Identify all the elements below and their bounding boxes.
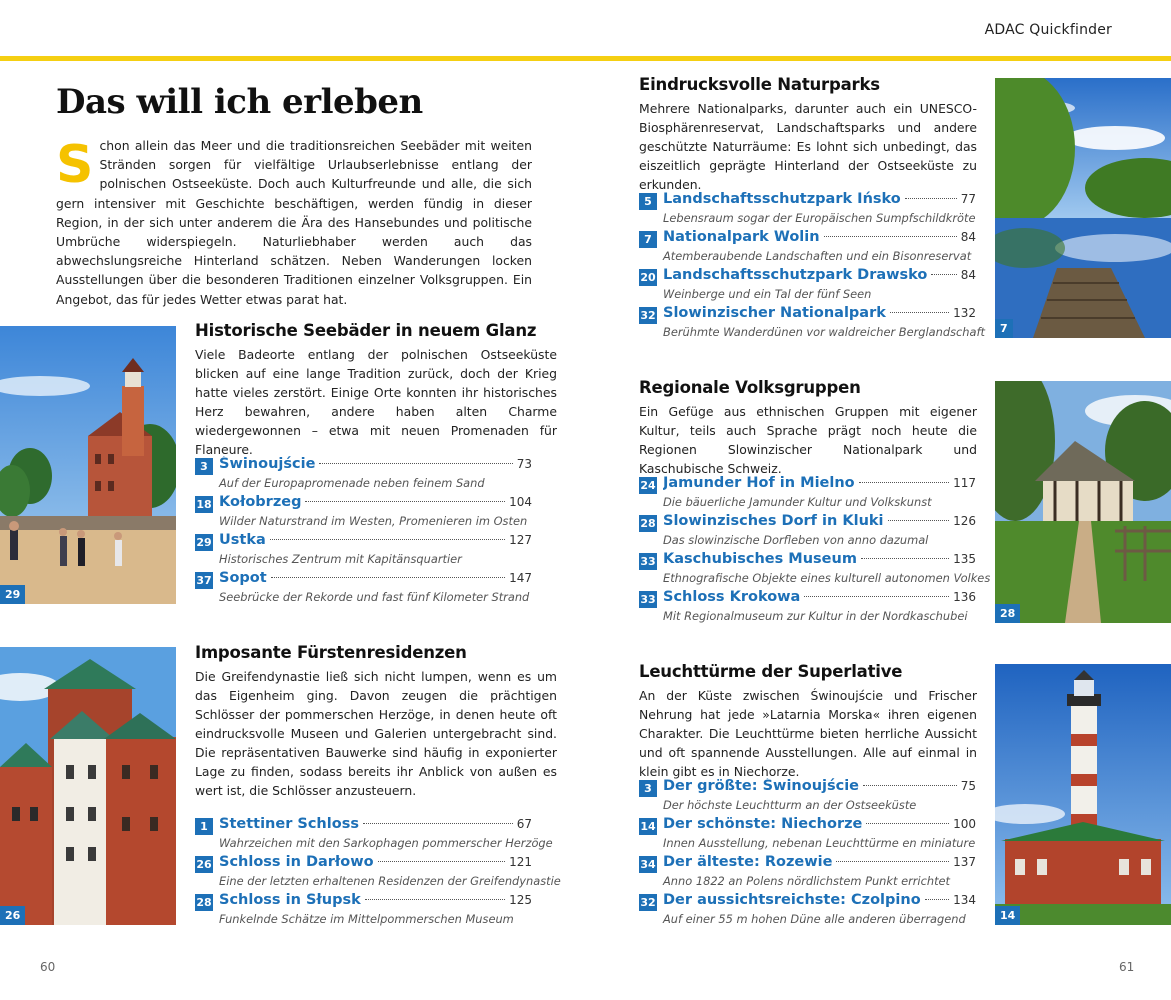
entry-page: 136 — [953, 590, 976, 604]
photo-number-badge: 14 — [995, 906, 1020, 925]
leader-dots — [890, 312, 949, 313]
photo-number-badge: 7 — [995, 319, 1013, 338]
entry-title[interactable]: Kaschubisches Museum — [663, 551, 857, 567]
section-heading: Historische Seebäder in neuem Glanz — [195, 321, 537, 340]
leader-dots — [888, 520, 950, 521]
entry-page: 132 — [953, 306, 976, 320]
intro-dropcap: S — [56, 135, 94, 195]
photo-leuchttuerme — [995, 664, 1171, 925]
entry-title[interactable]: Nationalpark Wolin — [663, 229, 820, 245]
entry-page: 117 — [953, 476, 976, 490]
photo-naturparks — [995, 78, 1171, 338]
entry-page: 84 — [960, 230, 976, 244]
entry-page: 134 — [953, 893, 976, 907]
leader-dots — [931, 274, 956, 275]
entry-number: 28 — [196, 896, 212, 909]
section-heading: Eindrucksvolle Naturparks — [639, 75, 880, 94]
entry-page: 100 — [953, 817, 976, 831]
section-body: Viele Badeorte entlang der polnischen Ostseeküste blicken auf eine lange Tradition zurück, doch der Krieg hatte vieles zerstört. Einige Orte konnten ihr historisches Herz bewahren, andere haben alten Charme wiedergewonnen – etwa mit neuen Promenaden für Flaneure. — [195, 347, 557, 457]
leader-dots — [905, 198, 957, 199]
entry-subtitle: Historisches Zentrum mit Kapitänsquartier — [219, 552, 462, 566]
entry-title[interactable]: Sopot — [219, 570, 267, 586]
section-heading: Regionale Volksgruppen — [639, 378, 861, 397]
entry-number: 5 — [639, 193, 657, 210]
entry-title[interactable]: Slowinzischer Nationalpark — [663, 305, 886, 321]
entry-page: 127 — [509, 533, 532, 547]
entries-seebaeder — [195, 458, 532, 610]
entry-title[interactable]: Schloss Krokowa — [663, 589, 801, 605]
entry-subtitle: Atemberaubende Landschaften und ein Bisonreservat — [663, 249, 972, 263]
entry[interactable] — [639, 515, 976, 553]
header-yellow-rule — [0, 56, 1171, 61]
photo-volksgruppen — [995, 381, 1171, 623]
entry-title[interactable]: Schloss in Słupsk — [219, 892, 361, 908]
entry-number: 32 — [640, 896, 656, 909]
entry-page: 77 — [960, 192, 976, 206]
leader-dots — [363, 823, 513, 824]
entry-title[interactable]: Der größte: Świnoujście — [663, 778, 860, 794]
page-number-left: 60 — [40, 960, 56, 974]
leader-dots — [863, 785, 957, 786]
entry[interactable] — [639, 305, 985, 345]
entry-page: 147 — [509, 571, 532, 585]
entry-page: 84 — [960, 268, 976, 282]
entry[interactable] — [639, 780, 976, 818]
leader-dots — [836, 861, 949, 862]
entry[interactable] — [639, 856, 976, 894]
entry[interactable] — [639, 551, 991, 591]
entry-title[interactable]: Jamunder Hof in Mielno — [663, 475, 855, 491]
entry-title[interactable]: Landschaftsschutzpark Ińsko — [663, 191, 901, 207]
entries-volksgruppen — [639, 475, 991, 629]
entry[interactable] — [639, 591, 976, 629]
lighthouse-photo — [995, 664, 1171, 925]
entries-residenzen — [195, 816, 561, 932]
section-leuchttuerme — [639, 662, 977, 781]
photo-residenzen — [0, 647, 176, 925]
entry[interactable] — [195, 854, 561, 894]
entry[interactable] — [639, 231, 976, 269]
entry-number: 1 — [195, 818, 213, 835]
intro-text: chon allein das Meer und die traditionsreichen Seebäder mit weiten Stränden sorgen für vielfältige Urlaubserlebnisse entlang der polnischen Ostseeküste. Doch auch Kulturfreunde und alle, die sich gern intensiver mit Geschichte beschäftigen, werden fündig in dieser Region, in der sich unter anderem die Ära des Hansebundes und politische Umbrüche widerspiegeln. Naturliebhaber werden auch das abwechslungsreiche Hinterland schätzen. Neben Wanderungen locken Ausstellungen über die besonderen Traditionen einzelner Volksgruppen. Ein Angebot, das für jedes Wetter etwas parat hat. — [56, 138, 532, 307]
leader-dots — [861, 558, 949, 559]
entry-page: 104 — [509, 495, 532, 509]
entry-subtitle: Lebensraum sogar der Europäischen Sumpfschildkröte — [663, 211, 976, 225]
section-heading: Leuchttürme der Superlative — [639, 662, 903, 681]
section-body: Mehrere Nationalparks, darunter auch ein UNESCO-Biosphärenreservat, Landschaftsparks und andere geschützte Naturräume: Es lohnt sich unbedingt, das eiszeitlich geprägte Hinterland der Ostseeküste zu erkunden. — [639, 101, 977, 192]
section-body: An der Küste zwischen Świnoujście und Frischer Nehrung hat jede »Latarnia Morska« ihren eigenen Charakter. Die Leuchttürme bieten herrliche Aussicht und oft spannende Ausstellungen. Alle auf einmal in klein gibt es in Niechorze. — [639, 688, 977, 779]
entry-page: 73 — [516, 457, 532, 471]
entry-title[interactable]: Świnoujście — [219, 456, 316, 472]
entry-subtitle: Auf einer 55 m hohen Düne alle anderen überragend — [663, 912, 966, 926]
leader-dots — [824, 236, 957, 237]
leader-dots — [319, 463, 512, 464]
entry-page: 126 — [953, 514, 976, 528]
page-title: Das will ich erleben — [56, 82, 423, 122]
entry-number: 28 — [640, 517, 656, 530]
entry-title[interactable]: Slowinzisches Dorf in Kluki — [663, 513, 884, 529]
entry-number: 26 — [196, 858, 212, 871]
leader-dots — [866, 823, 949, 824]
entry-number: 18 — [196, 498, 212, 511]
lighthouse-town-photo — [0, 326, 176, 604]
entry-number: 34 — [640, 858, 656, 871]
entry-subtitle: Der höchste Leuchtturm an der Ostseeküste — [663, 798, 917, 812]
entry-number: 24 — [640, 479, 656, 492]
entry-subtitle: Auf der Europapromenade neben feinem Sand — [219, 476, 485, 490]
photo-number-badge: 28 — [995, 604, 1020, 623]
entry[interactable] — [639, 818, 976, 856]
entry-subtitle: Berühmte Wanderdünen vor waldreicher Berglandschaft — [663, 325, 985, 339]
entry-subtitle: Innen Ausstellung, nebenan Leuchttürme en miniature — [663, 836, 976, 850]
section-body: Die Greifendynastie ließ sich nicht lumpen, wenn es um das Eigenheim ging. Davon zeugen die prächtigen Schlösser der pommerschen Herzöge, in denen heute oft eindrucksvolle Museen und Galerien untergebracht sind. Die repräsentativen Bauwerke sind häufig in exponierter Lage zu finden, sodass bereits ihr Anblick von außen es wert ist, die Schlösser anzusteuern. — [195, 669, 557, 798]
entry-title[interactable]: Stettiner Schloss — [219, 816, 359, 832]
leader-dots — [859, 482, 949, 483]
entry-subtitle: Seebrücke der Rekorde und fast fünf Kilometer Strand — [219, 590, 530, 604]
entry-page: 67 — [516, 817, 532, 831]
leader-dots — [270, 539, 505, 540]
entry-subtitle: Wahrzeichen mit den Sarkophagen pommerscher Herzöge — [219, 836, 553, 850]
entry-number: 3 — [639, 780, 657, 797]
entry[interactable] — [639, 193, 976, 231]
entry-number: 33 — [640, 555, 656, 568]
entries-naturparks — [639, 191, 985, 345]
entry[interactable] — [195, 534, 532, 572]
entry[interactable] — [195, 816, 553, 856]
entry-subtitle: Wilder Naturstrand im Westen, Promenieren im Osten — [219, 514, 528, 528]
entry-title[interactable]: Der schönste: Niechorze — [663, 816, 863, 832]
entry-subtitle: Eine der letzten erhaltenen Residenzen der Greifendynastie — [219, 874, 561, 888]
entry-title[interactable]: Landschaftsschutzpark Drawsko — [663, 267, 928, 283]
entry-title[interactable]: Der aussichtsreichste: Czolpino — [663, 892, 921, 908]
entry-page: 125 — [509, 893, 532, 907]
entry[interactable] — [195, 572, 532, 610]
entry-number: 37 — [196, 574, 212, 587]
entry-number: 7 — [639, 231, 657, 248]
lake-jetty-photo — [995, 78, 1171, 338]
entry-title[interactable]: Ustka — [219, 532, 266, 548]
entry[interactable] — [195, 894, 532, 932]
entry-number: 3 — [195, 458, 213, 475]
entry-subtitle: Ethnografische Objekte eines kulturell autonomen Volkes — [663, 571, 991, 585]
entry-number: 32 — [640, 309, 656, 322]
leader-dots — [925, 899, 949, 900]
entry-subtitle: Funkelnde Schätze im Mittelpommerschen Museum — [219, 912, 514, 926]
entry[interactable] — [639, 894, 976, 932]
entry-number: 14 — [640, 820, 656, 833]
entry-page: 137 — [953, 855, 976, 869]
entry[interactable] — [639, 477, 976, 515]
entry-subtitle: Die bäuerliche Jamunder Kultur und Volkskunst — [663, 495, 932, 509]
entry-title[interactable]: Schloss in Darłowo — [219, 854, 374, 870]
entry-subtitle: Anno 1822 an Polens nördlichstem Punkt errichtet — [663, 874, 951, 888]
leader-dots — [271, 577, 505, 578]
castle-photo — [0, 647, 176, 925]
entry-page: 135 — [953, 552, 976, 566]
entry-title[interactable]: Kołobrzeg — [219, 494, 302, 510]
entry-subtitle: Das slowinzische Dorfleben von anno dazumal — [663, 533, 929, 547]
entry-number: 29 — [196, 536, 212, 549]
entry[interactable] — [195, 458, 532, 496]
page-number-right: 61 — [1119, 960, 1135, 974]
entries-leuchttuerme — [639, 780, 976, 932]
intro-paragraph — [56, 136, 532, 309]
village-farmhouse-photo — [995, 381, 1171, 623]
section-heading: Imposante Fürstenresidenzen — [195, 643, 467, 662]
photo-number-badge: 29 — [0, 585, 25, 604]
entry-subtitle: Weinberge und ein Tal der fünf Seen — [663, 287, 872, 301]
entry-title[interactable]: Der älteste: Rozewie — [663, 854, 833, 870]
photo-seebaeder — [0, 326, 176, 604]
photo-number-badge: 26 — [0, 906, 25, 925]
quickfinder-label: ADAC Quickfinder — [984, 22, 1112, 38]
section-seebaeder — [195, 321, 557, 459]
entry-page: 121 — [509, 855, 532, 869]
section-body: Ein Gefüge aus ethnischen Gruppen mit eigener Kultur, teils auch Sprache prägt noch heute die Regionen Slowinzischer Nationalpark und Kaschubische Schweiz. — [639, 404, 977, 476]
entry[interactable] — [195, 496, 532, 534]
leader-dots — [305, 501, 505, 502]
entry-subtitle: Mit Regionalmuseum zur Kultur in der Nordkaschubei — [663, 609, 968, 623]
entry-number: 33 — [640, 593, 656, 606]
leader-dots — [378, 861, 505, 862]
leader-dots — [365, 899, 505, 900]
entry-number: 20 — [640, 271, 656, 284]
leader-dots — [804, 596, 949, 597]
entry-page: 75 — [960, 779, 976, 793]
section-volksgruppen — [639, 378, 977, 478]
section-naturparks — [639, 75, 977, 194]
section-residenzen — [195, 643, 557, 800]
entry[interactable] — [639, 269, 976, 307]
